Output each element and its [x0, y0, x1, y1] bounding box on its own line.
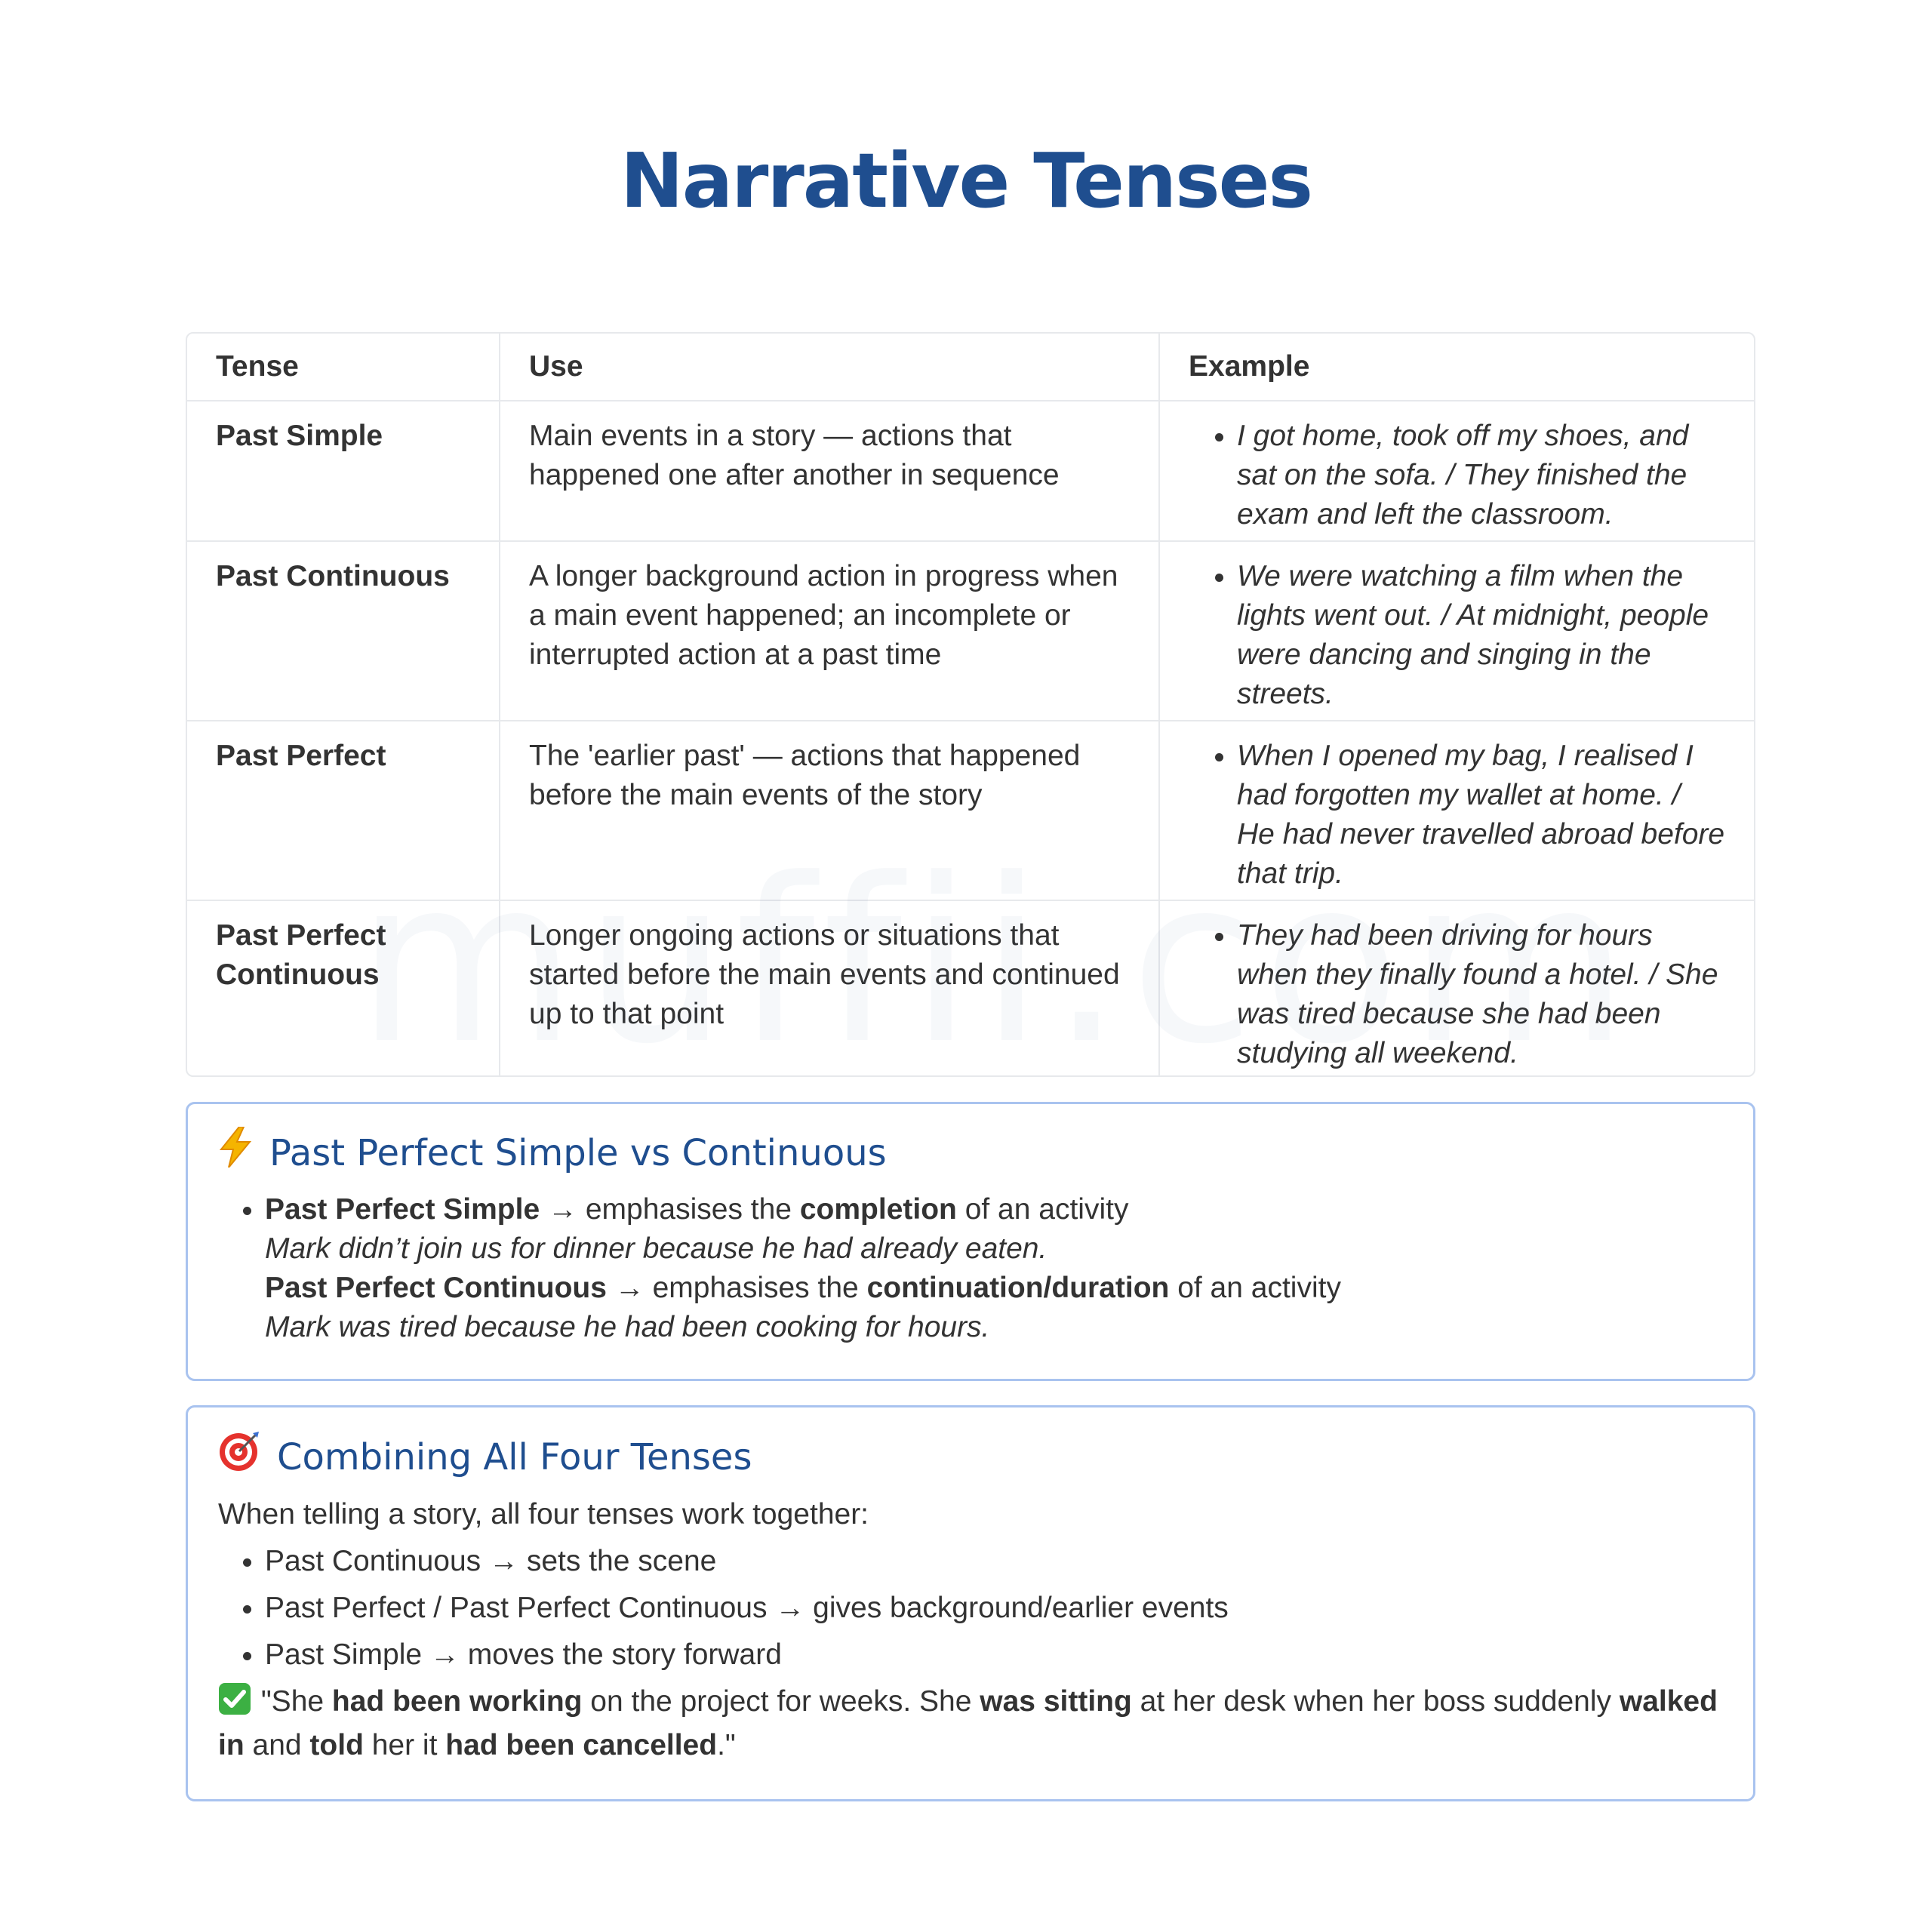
- combining-tenses-box: [186, 1405, 1755, 1801]
- tense-cell: Past Perfect Continuous: [187, 900, 500, 1077]
- story-text: at her desk when her boss suddenly: [1131, 1685, 1620, 1718]
- intro-text: When telling a story, all four tenses work together:: [218, 1498, 869, 1531]
- tense-cell: Past Simple: [187, 401, 500, 541]
- header-example: Example: [1159, 334, 1754, 401]
- box-title-text: Combining All Four Tenses: [277, 1436, 752, 1478]
- example-item: • They had been driving for hours when they finally found a hotel. / She was tired because she had been studying all weekend.: [1237, 916, 1725, 1073]
- simple-example: Mark didn’t join us for dinner because he had already eaten.: [265, 1232, 1048, 1265]
- story-bold: told: [309, 1729, 364, 1761]
- check-mark-icon: [218, 1682, 251, 1726]
- story-text: and: [244, 1729, 310, 1761]
- table-row: [187, 721, 1754, 900]
- continuous-text-end: of an activity: [1169, 1272, 1341, 1304]
- header-tense: Tense: [187, 334, 500, 401]
- table-row: [187, 900, 1754, 1077]
- page-title: Narrative Tenses: [620, 137, 1312, 225]
- tense-cell: Past Continuous: [187, 541, 500, 721]
- use-cell: Main events in a story — actions that happened one after another in sequence: [500, 401, 1159, 541]
- example-item: • We were watching a film when the lights went out. / At midnight, people were dancing and singing in the streets.: [1237, 557, 1725, 714]
- story-bold: walked in: [218, 1685, 1718, 1761]
- table-row: [187, 541, 1754, 721]
- use-cell: Longer ongoing actions or situations that started before the main events and continued up to that point: [500, 900, 1159, 1077]
- list-item: • Past Continuous → sets the scene: [265, 1542, 1723, 1581]
- header-use: Use: [500, 334, 1159, 401]
- use-cell: The 'earlier past' — actions that happened before the main events of the story: [500, 721, 1159, 900]
- story-text: .": [717, 1729, 736, 1761]
- simple-key: completion: [799, 1193, 957, 1226]
- example-cell: [1159, 721, 1754, 900]
- box-title: [218, 1127, 1723, 1180]
- simple-text-end: of an activity: [956, 1193, 1129, 1226]
- list-item: • Past Perfect / Past Perfect Continuous → gives background/earlier events: [265, 1589, 1723, 1628]
- simple-text: → emphasises the: [540, 1193, 800, 1226]
- continuous-text: → emphasises the: [606, 1272, 867, 1304]
- continuous-example: Mark was tired because he had been cooking for hours.: [265, 1311, 990, 1343]
- list-item: • Past Simple → moves the story forward: [265, 1635, 1723, 1675]
- example-cell: [1159, 541, 1754, 721]
- story-text: "She: [253, 1685, 332, 1718]
- example-item: • I got home, took off my shoes, and sat on the sofa. / They finished the exam and left the classroom.: [1237, 417, 1725, 534]
- lightning-icon: [218, 1127, 253, 1180]
- tense-cell: Past Perfect: [187, 721, 500, 900]
- example-item: • When I opened my bag, I realised I had forgotten my wallet at home. / He had never travelled abroad before that trip.: [1237, 737, 1725, 894]
- simple-vs-continuous-box: [186, 1102, 1755, 1381]
- example-cell: [1159, 900, 1754, 1077]
- use-cell: A longer background action in progress when a main event happened; an incomplete or interrupted action at a past time: [500, 541, 1159, 721]
- story-example: [218, 1682, 1723, 1765]
- table-header-row: [187, 334, 1754, 401]
- story-bold: was sitting: [980, 1685, 1132, 1718]
- box-title-text: Past Perfect Simple vs Continuous: [269, 1132, 887, 1174]
- box-title: [218, 1430, 1723, 1484]
- story-bold: had been cancelled: [445, 1729, 718, 1761]
- example-cell: [1159, 401, 1754, 541]
- tenses-table: [186, 332, 1755, 1077]
- comparison-item: [265, 1190, 1723, 1347]
- story-bold: had been working: [331, 1685, 583, 1718]
- continuous-label: Past Perfect Continuous: [265, 1272, 607, 1304]
- story-text: her it: [363, 1729, 446, 1761]
- simple-label: Past Perfect Simple: [265, 1193, 540, 1226]
- target-icon: [218, 1430, 260, 1484]
- continuous-key: continuation/duration: [866, 1272, 1170, 1304]
- table-row: [187, 401, 1754, 541]
- story-text: on the project for weeks. She: [582, 1685, 980, 1718]
